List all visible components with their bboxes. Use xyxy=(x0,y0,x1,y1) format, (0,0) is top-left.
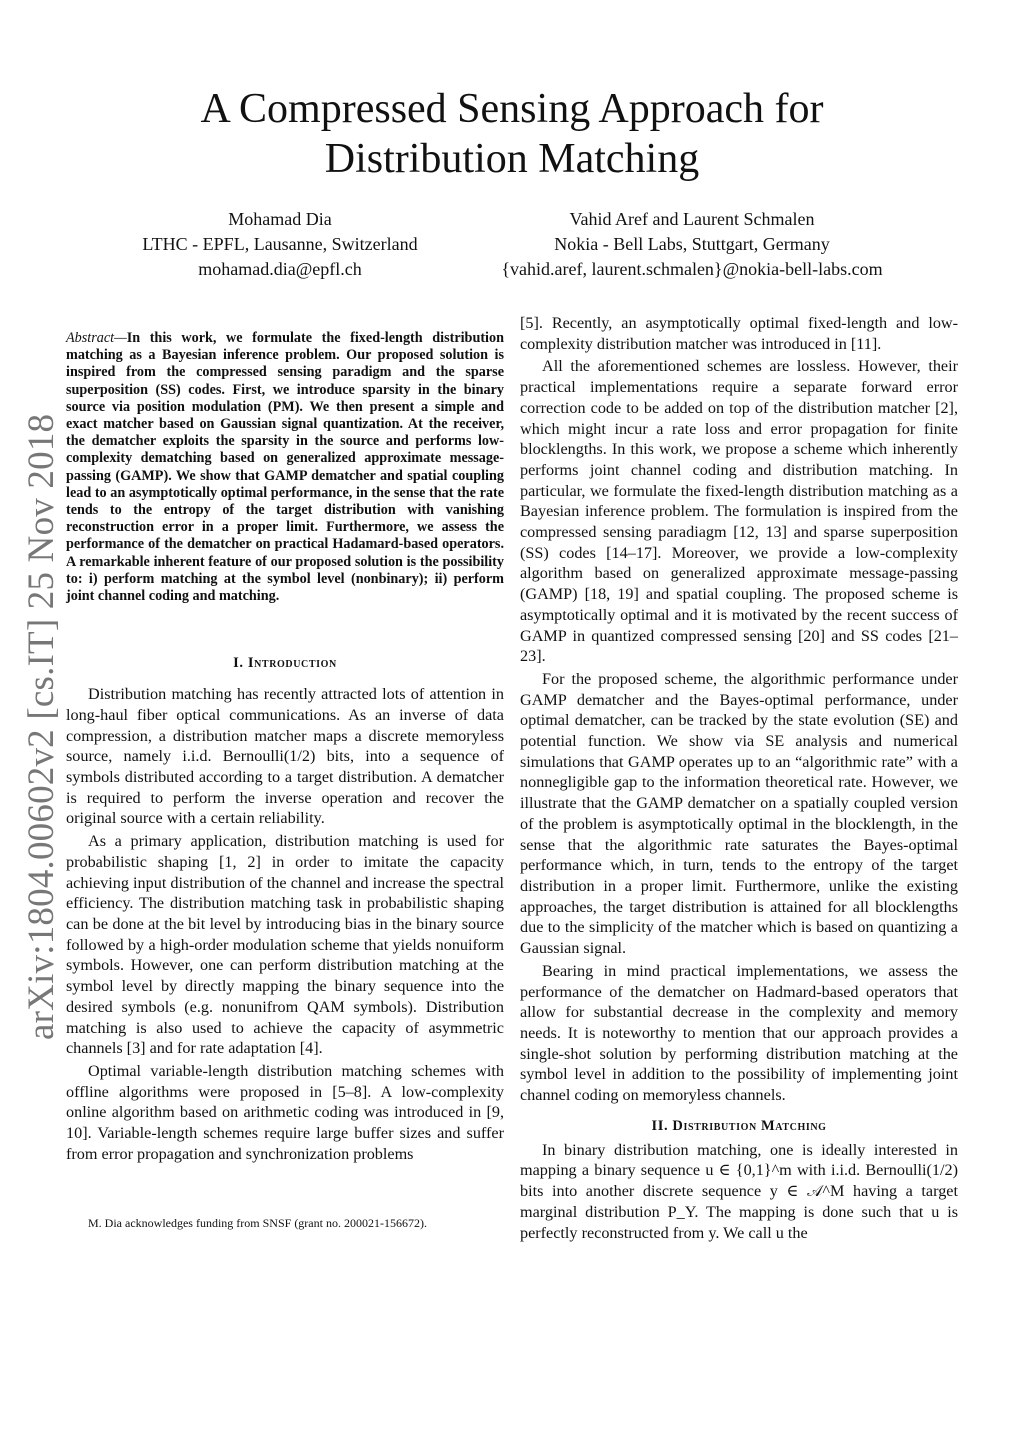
abstract xyxy=(66,330,504,605)
section-heading-introduction: I. Introduction xyxy=(233,655,337,672)
author-name: Vahid Aref and Laurent Schmalen xyxy=(569,209,815,229)
author-email: mohamad.dia@epfl.ch xyxy=(198,259,362,279)
paragraph: Bearing in mind practical implementations, we assess the performance of the dematcher on Hadmard-based operators that allow for substantial decrease in the complexity and memory needs. It is noteworthy to mention that our approach provides a single-shot solution by performing distribution matching at the symbol level in addition to the possibility of implementing joint channel coding on memoryless channels. xyxy=(520,961,958,1105)
footnote: M. Dia acknowledges funding from SNSF (grant no. 200021-156672). xyxy=(88,1216,427,1230)
arxiv-stamp: arXiv:1804.00602v2 [cs.IT] 25 Nov 2018 xyxy=(21,413,62,1040)
paragraph: All the aforementioned schemes are lossless. However, their practical implementations require a separate forward error correction code to be added on top of the distribution matcher [2], which might incur a rate loss and error propagation for finite blocklengths. In this work, we propose a scheme which inherently performs joint channel coding and distribution matching. In particular, we formulate the fixed-length distribution matching as a Bayesian inference problem. The formulation is inspired from the compressed sensing paradiagm [12, 13] and sparse superposition (SS) codes [14–17]. Moreover, we provide a low-complexity algorithm based on generalized approximate message-passing (GAMP) [18, 19] and spatial coupling. The proposed scheme is asymptotically optimal and it is motivated by the recent success of GAMP in quantized compressed sensing [20] and SS codes [21–23]. xyxy=(520,357,958,666)
paragraph: As a primary application, distribution matching is used for probabilistic shaping [1, 2] in order to imitate the capacity achieving input distribution of the channel and increase the spectral efficiency. The distribution matching task in probabilistic shaping can be done at the bit level by introducing bias in the binary source followed by a high-order modulation scheme that yields nonuiform symbols. However, one can perform distribution matching at the symbol level by directly mapping the binary sequence into the desired symbols (e.g. nonunifrom QAM symbols). Distribution matching is also used to achieve the capacity of asymmetric channels [3] and for rate adaptation [4]. xyxy=(66,832,504,1058)
section-heading-distribution-matching: II. Distribution Matching xyxy=(651,1117,827,1134)
title-line-1: A Compressed Sensing Approach for xyxy=(200,86,824,132)
author-name: Mohamad Dia xyxy=(228,209,332,229)
author-block-1 xyxy=(100,207,460,282)
title-line-2: Distribution Matching xyxy=(324,136,700,182)
left-column xyxy=(66,313,504,1164)
abstract-lead: Abstract— xyxy=(66,330,127,346)
abstract-text: In this work, we formulate the fixed-length distribution matching as a Bayesian inference problem. Our proposed solution is inspired from the compressed sensing paradigm and the sparse superposition (SS) codes. First, we introduce sparsity in the binary source via position modulation (PM). We then present a simple and exact matcher based on Gaussian signal quantization. At the receiver, the dematcher exploits the sparsity in the source and performs low-complexity dematching based on generalized approximate message-passing (GAMP). We show that GAMP dematcher and spatial coupling lead to an asymptotically optimal performance, in the sense that the rate tends to the entropy of the target distribution with vanishing reconstruction error in a proper limit. Furthermore, we assess the performance of the dematcher on practical Hadamard-based operators. A remarkable inherent feature of our proposed solution is the possibility to: i) perform matching at the symbol level (nonbinary); ii) perform joint channel coding and matching. xyxy=(66,330,504,605)
paragraph: [5]. Recently, an asymptotically optimal fixed-length and low-complexity distribution matcher was introduced in [11]. xyxy=(520,314,958,353)
paragraph: In binary distribution matching, one is ideally interested in mapping a binary sequence u ∈ {0,1}^m with i.i.d. Bernoulli(1/2) bits into another discrete sequence y ∈ 𝒜^M having a target marginal distribution P_Y. The mapping is done such that u is perfectly reconstructed from y. We call u the xyxy=(520,1140,958,1242)
paragraph: For the proposed scheme, the algorithmic performance under GAMP dematcher and the Bayes-optimal performance, under optimal dematcher, can be tracked by the state evolution (SE) and potential function. We show via SE analysis and numerical simulations that GAMP operates up to an “algorithmic rate” with a nonnegligible gap to the information theoretical rate. However, we illustrate that the GAMP dematcher on a spatially coupled version of the problem is asymptotically optimal in the blocklength, in the sense that the algorithmic rate saturates the Bayes-optimal performance which, in turn, tends to the entropy of the target distribution in a proper limit. Furthermore, unlike the existing approaches, the target distribution is attained for all blocklengths due to the simplicity of the matcher which is based on quantizing a Gaussian signal. xyxy=(520,669,958,958)
author-affiliation: LTHC - EPFL, Lausanne, Switzerland xyxy=(142,234,418,254)
right-column xyxy=(520,313,958,1243)
paragraph: Distribution matching has recently attracted lots of attention in long-haul fiber optical communications. As an inverse of data compression, a distribution matcher maps a discrete memoryless source, namely i.i.d. Bernoulli(1/2) bits, into a sequence of symbols distributed according to a target distribution. A dematcher is required to perform the inverse operation and recover the original source with a certain reliability. xyxy=(66,685,504,828)
paragraph: Optimal variable-length distribution matching schemes with offline algorithms were proposed in [5–8]. A low-complexity online algorithm based on arithmetic coding was introduced in [9, 10]. Variable-length schemes require large buffer sizes and suffer from error propagation and synchronization problems xyxy=(66,1061,504,1163)
author-email: {vahid.aref, laurent.schmalen}@nokia-bell-labs.com xyxy=(501,259,883,279)
author-block-2 xyxy=(470,207,914,282)
author-affiliation: Nokia - Bell Labs, Stuttgart, Germany xyxy=(554,234,830,254)
paper-title xyxy=(60,84,964,184)
